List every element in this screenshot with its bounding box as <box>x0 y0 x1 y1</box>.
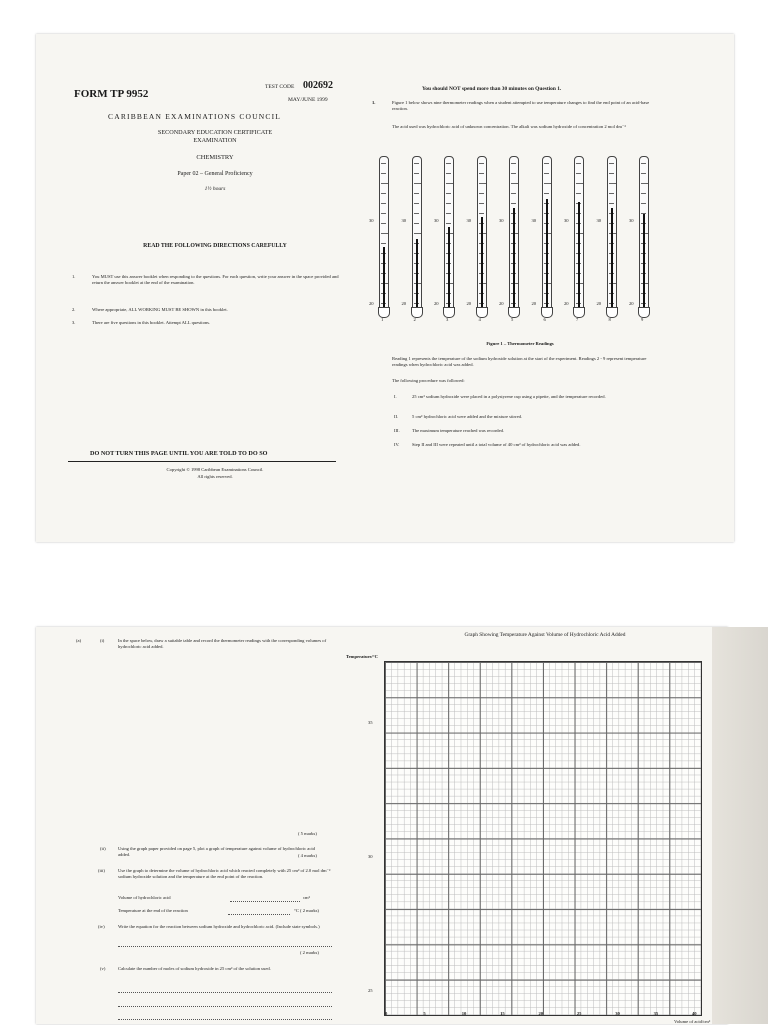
thermometer-number: 3 <box>446 317 449 322</box>
thermometer-tick <box>381 223 386 224</box>
thermometer-number: 5 <box>511 317 514 322</box>
thermometer-6 <box>531 150 553 322</box>
direction-text: There are five questions in this booklet. Attempt ALL questions. <box>92 320 211 325</box>
item-text: Write the equation for the reaction between sodium hydroxide and hydrochloric acid. (Include state symbols.) <box>118 924 320 929</box>
x-tick-label: 35 <box>653 1011 659 1016</box>
subject: CHEMISTRY <box>196 154 234 161</box>
thermometer-tick <box>609 163 614 164</box>
scale-label-lower: 20 <box>564 301 569 306</box>
direction-text: You MUST use this answer booklet when responding to the questions. For each question, write your answer in the space provided and return the answer booklet at the end of the examination. <box>92 274 339 285</box>
thermometer-tick <box>479 163 484 164</box>
x-axis-label: Volume of acid/cm³ <box>674 1019 711 1024</box>
mercury-column <box>513 208 515 307</box>
thermometer-tick <box>414 173 419 174</box>
thermometer-tick <box>479 183 486 184</box>
thermometer-bulb <box>508 307 520 318</box>
mercury-column <box>448 227 450 307</box>
x-tick-label: 15 <box>500 1011 505 1016</box>
thermometer-tube <box>379 156 389 310</box>
thermometer-tube <box>477 156 487 310</box>
thermometer-3 <box>434 150 455 322</box>
figure-caption: Figure 1 – Thermometer Readings <box>486 341 554 346</box>
part-label: (a) <box>76 638 82 643</box>
thermometer-tick <box>511 193 516 194</box>
thermometer-number: 4 <box>478 317 481 322</box>
scale-label-lower: 20 <box>401 301 407 306</box>
certificate-line1: SECONDARY EDUCATION CERTIFICATE <box>157 129 273 136</box>
direction-number: 1. <box>72 274 76 279</box>
thermometer-bulb <box>573 307 585 318</box>
equation-answer-line[interactable] <box>118 946 332 947</box>
thermometer-tick <box>544 173 549 174</box>
marks-label: ( 5 marks) <box>298 831 317 836</box>
volume-unit: cm³ <box>303 895 310 900</box>
reading-description: Reading 1 represents the temperature of the sodium hydroxide solution at the start of the experiment. Readings 2 - 9 represent temperature readings when hydrochloric acid was added. <box>392 356 647 367</box>
y-tick-label: 30 <box>368 854 373 859</box>
item-text: Calculate the number of moles of sodium hydroxide in 25 cm³ of the solution used. <box>118 966 271 971</box>
step-number: III. <box>394 428 400 433</box>
thermometer-tick <box>479 193 484 194</box>
thermometer-tick <box>479 203 484 204</box>
thermometer-tick <box>381 243 386 244</box>
thermometer-tick <box>641 183 648 184</box>
thermometer-tick <box>544 163 549 164</box>
thermometer-tick <box>446 213 451 214</box>
thermometer-bulb <box>443 307 455 318</box>
thermometer-tube <box>509 156 519 310</box>
thermometer-tube <box>639 156 649 310</box>
x-tick-label: 5 <box>423 1011 426 1016</box>
mercury-column <box>611 208 613 307</box>
graph-paper[interactable] <box>384 661 702 1016</box>
step-number: II. <box>394 414 399 419</box>
step-text: The maximum temperature reached was recorded. <box>412 428 505 433</box>
scale-label-upper: 30 <box>434 218 439 223</box>
rights-line: All rights reserved. <box>197 474 233 479</box>
moles-answer-line[interactable] <box>118 1019 332 1020</box>
thermometer-number: 7 <box>576 317 579 322</box>
thermometer-number: 6 <box>543 317 546 322</box>
direction-number: 2. <box>72 307 76 312</box>
scale-label-upper: 30 <box>596 218 602 223</box>
thermometer-tick <box>414 183 421 184</box>
thermometer-tick <box>609 193 614 194</box>
graph-title: Graph Showing Temperature Against Volume of Hydrochloric Acid Added <box>464 632 626 638</box>
y-tick-label: 35 <box>368 720 373 725</box>
x-tick-label: 0 <box>385 1011 388 1016</box>
scale-label-upper: 30 <box>499 218 504 223</box>
thermometer-tick <box>381 203 386 204</box>
thermometer-tick <box>381 233 388 234</box>
volume-answer-line[interactable] <box>230 901 300 902</box>
direction-number: 3. <box>72 320 76 325</box>
thermometer-tick <box>544 193 549 194</box>
thermometer-bulb <box>476 307 488 318</box>
thermometer-tick <box>641 193 646 194</box>
thermometer-number: 1 <box>381 317 384 322</box>
thermometer-tick <box>414 213 419 214</box>
thermometer-tick <box>446 163 451 164</box>
thermometer-tick <box>414 223 419 224</box>
paper-title: Paper 02 – General Proficiency <box>177 171 253 177</box>
scale-label-upper: 30 <box>564 218 569 223</box>
mercury-column <box>481 217 483 307</box>
x-tick-label: 30 <box>615 1011 620 1016</box>
test-code: 002692 <box>303 80 333 91</box>
x-tick-label: 10 <box>461 1011 467 1016</box>
thermometer-tick <box>446 203 451 204</box>
thermometer-7 <box>564 150 585 322</box>
mercury-column <box>383 247 385 307</box>
thermometer-tick <box>381 193 386 194</box>
thermometer-number: 9 <box>641 317 644 322</box>
directions-heading: READ THE FOLLOWING DIRECTIONS CAREFULLY <box>143 243 287 249</box>
item-text: In the space below, draw a suitable table and record the thermometer readings with the corresponding volumes of hydrochloric acid added. <box>118 638 327 649</box>
thermometer-tick <box>414 203 419 204</box>
y-axis-label: Temperature/°C <box>346 654 378 659</box>
question-intro: Figure 1 below shows nine thermometer readings when a student attempted to use temperature changes to find the end point of an acid-base reaction. <box>392 100 650 111</box>
scale-label-lower: 20 <box>499 301 504 306</box>
thermometer-tick <box>609 173 614 174</box>
turn-page-warning: DO NOT TURN THIS PAGE UNTIL YOU ARE TOLD TO DO SO <box>90 450 268 457</box>
thermometer-bulb <box>606 307 618 318</box>
direction-text: Where appropriate, ALL WORKING MUST BE SHOWN in this booklet. <box>92 307 228 312</box>
certificate-line2: EXAMINATION <box>193 137 237 144</box>
thermometer-tick <box>446 183 453 184</box>
volume-label: Volume of hydrochloric acid <box>118 895 171 900</box>
thermometer-tick <box>381 183 388 184</box>
thermometer-tube <box>542 156 552 310</box>
thermometer-tick <box>511 173 516 174</box>
item-number: (iii) <box>98 868 105 873</box>
thermometer-tick <box>609 183 616 184</box>
thermometer-tick <box>446 173 451 174</box>
thermometer-tube <box>574 156 584 310</box>
thermometer-bulb <box>411 307 423 318</box>
thermometer-number: 2 <box>413 317 416 322</box>
thermometer-tick <box>576 193 581 194</box>
thermometer-tick <box>576 163 581 164</box>
scale-label-upper: 30 <box>401 218 407 223</box>
item-number: (i) <box>100 638 105 643</box>
thermometer-9 <box>629 150 650 322</box>
thermometer-tick <box>576 183 583 184</box>
page-edge-shadow <box>712 627 768 1024</box>
mercury-column <box>546 199 548 307</box>
item-text: Use the graph to determine the volume of hydrochloric acid which reacted completely with 25 cm³ of 2.0 mol dm⁻³ sodium hydroxide solution and the temperature at the end point of the reaction. <box>118 868 331 879</box>
thermometer-2 <box>401 150 423 322</box>
moles-answer-line[interactable] <box>118 992 332 993</box>
thermometer-tick <box>641 163 646 164</box>
thermometer-5 <box>499 150 520 322</box>
thermometer-tick <box>479 173 484 174</box>
copyright-line: Copyright © 1998 Caribbean Examinations Council. <box>166 467 264 472</box>
exam-session: MAY/JUNE 1999 <box>288 97 328 103</box>
thermometer-tick <box>576 173 581 174</box>
scale-label-upper: 30 <box>466 218 472 223</box>
y-tick-label: 25 <box>368 988 373 993</box>
thermometer-tick <box>544 183 551 184</box>
thermometer-4 <box>466 150 488 322</box>
thermometer-tick <box>511 183 518 184</box>
acid-note: The acid used was hydrochloric acid of unknown concentration. The alkali was sodium hydroxide of concentration 2 mol dm⁻³ <box>392 124 626 129</box>
thermometer-bulb <box>638 307 650 318</box>
thermometer-tube <box>444 156 454 310</box>
thermometer-tick <box>446 193 451 194</box>
thermometer-bulb <box>541 307 553 318</box>
thermometer-tube <box>607 156 617 310</box>
x-tick-label: 25 <box>576 1011 582 1016</box>
thermometer-tick <box>381 213 386 214</box>
temperature-label: Temperature at the end of the reaction <box>118 908 188 913</box>
scale-label-upper: 30 <box>369 218 374 223</box>
thermometer-tick <box>446 223 451 224</box>
thermometer-tick <box>414 163 419 164</box>
moles-answer-line[interactable] <box>118 1006 332 1007</box>
thermometer-tick <box>414 193 419 194</box>
scale-label-lower: 20 <box>369 301 374 306</box>
warning-underline <box>68 461 336 462</box>
thermometer-tick <box>641 173 646 174</box>
thermometer-tick <box>641 203 646 204</box>
duration: 1½ hours <box>204 186 226 192</box>
thermometer-tick <box>381 173 386 174</box>
thermometer-tube <box>412 156 422 310</box>
form-number: FORM TP 9952 <box>74 88 149 100</box>
thermometer-tick <box>609 203 614 204</box>
scale-label-upper: 30 <box>629 218 634 223</box>
thermometer-tick <box>511 163 516 164</box>
council-name: CARIBBEAN EXAMINATIONS COUNCIL <box>108 112 282 121</box>
step-text: Step II and III were repeated until a total volume of 40 cm³ of hydrochloric acid was added. <box>412 442 581 447</box>
scale-label-upper: 30 <box>531 218 537 223</box>
scale-label-lower: 20 <box>596 301 602 306</box>
step-text: 5 cm³ hydrochloric acid were added and the mixture stirred. <box>412 414 523 419</box>
scale-label-lower: 20 <box>629 301 634 306</box>
thermometer-bulb <box>378 307 390 318</box>
question-number: 1. <box>372 100 376 105</box>
item-text: Using the graph paper provided on page 5, plot a graph of temperature against volume of hydrochloric acid added. <box>118 846 315 857</box>
mercury-column <box>643 214 645 307</box>
scale-label-lower: 20 <box>434 301 439 306</box>
item-number: (v) <box>100 966 106 971</box>
time-note: You should NOT spend more than 30 minutes on Question 1. <box>422 86 562 92</box>
scale-label-lower: 20 <box>531 301 537 306</box>
procedure-intro: The following procedure was followed: <box>392 378 465 383</box>
x-tick-label: 20 <box>538 1011 544 1016</box>
item-number: (ii) <box>100 846 106 851</box>
thermometer-tick <box>381 163 386 164</box>
mercury-column <box>416 239 418 307</box>
scale-label-lower: 20 <box>466 301 472 306</box>
marks-label: ( 4 marks) <box>298 853 317 858</box>
thermometer-1 <box>369 150 390 322</box>
thermometer-tick <box>479 213 484 214</box>
thermometer-8 <box>596 150 618 322</box>
x-tick-label: 40 <box>692 1011 697 1016</box>
marks-label: ( 2 marks) <box>300 950 319 955</box>
test-code-label: TEST CODE <box>265 84 295 90</box>
temperature-answer-line[interactable] <box>228 914 290 915</box>
step-number: I. <box>394 394 397 399</box>
thermometer-tick <box>414 233 421 234</box>
mercury-column <box>578 202 580 307</box>
item-number: (iv) <box>98 924 105 929</box>
step-text: 25 cm³ sodium hydroxide were placed in a polystyrene cup using a pipette, and the temperature recorded. <box>412 394 606 399</box>
temperature-unit: °C ( 2 marks) <box>294 908 319 913</box>
step-number: IV. <box>394 442 400 447</box>
thermometer-tick <box>511 203 516 204</box>
thermometer-number: 8 <box>608 317 611 322</box>
